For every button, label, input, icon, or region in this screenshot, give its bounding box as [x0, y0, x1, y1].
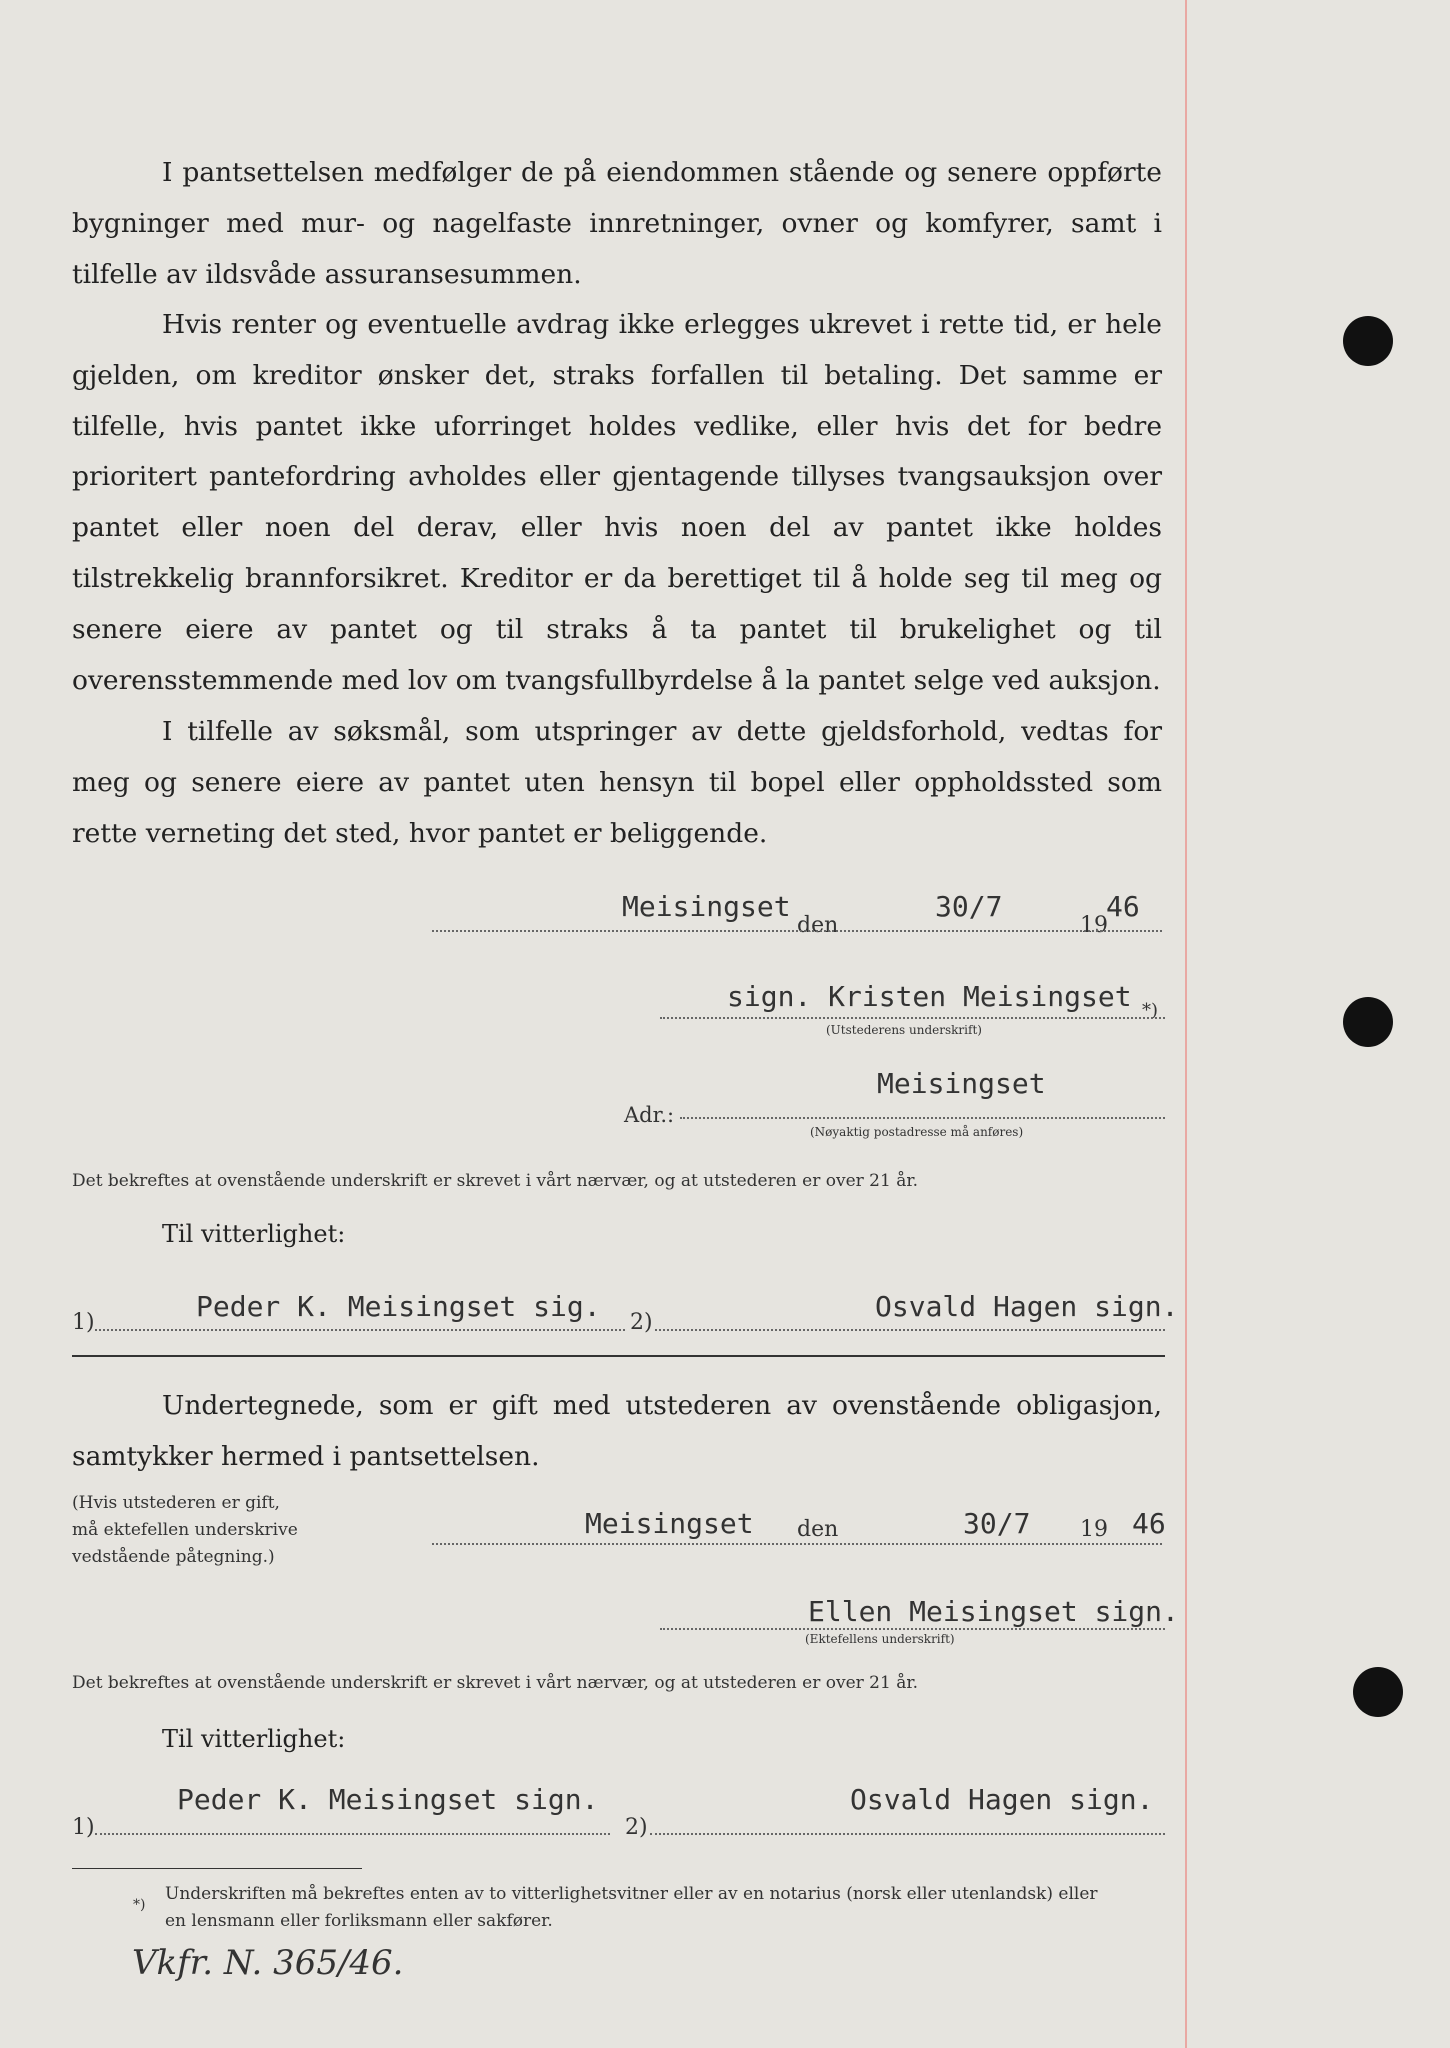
spouse-signature-caption: (Ektefellens underskrift) [805, 1632, 955, 1646]
paragraph-default: Hvis renter og eventuelle avdrag ikke erlegges ukrevet i rette tid, er hele gjelden, om kreditor ønsker det, straks forfallen til betaling. Det samme er tilfelle, hvis pantet ikke uforringet holdes vedlike, eller hvis det for bedre prioritert pantefordring avholdes eller gjentagende tillyses tvangsauksjon over pantet eller noen del derav, eller hvis noen del av pantet ikke holdes tilstrekkelig brannforsikret. Kreditor er da berettiget til å holde seg til meg og senere eiere av pantet og til straks å ta pantet til brukelighet og til overensstemmende med lov om tvangsfullbyrdelse å la pantet selge ved auksjon. [72, 309, 1162, 696]
witness2-line-2 [650, 1833, 1165, 1835]
spouse-signature-line [660, 1628, 1165, 1630]
witness1-name-1: Peder K. Meisingset sig. [196, 1290, 601, 1323]
spouse-signature: Ellen Meisingset sign. [808, 1595, 1179, 1628]
footnote-mark: *) [133, 1897, 146, 1913]
issuer-den-label: den [797, 913, 839, 938]
punch-hole-bottom [1353, 1667, 1403, 1717]
paragraph-venue: I tilfelle av søksmål, som utspringer av dette gjeldsforhold, vedtas for meg og senere eiere av pantet uten hensyn til bopel eller oppholdssted som rette verneting det sted, hvor pantet er beliggende. [72, 716, 1162, 849]
witness1-name-2: Osvald Hagen sign. [875, 1290, 1179, 1323]
section-divider [72, 1355, 1165, 1357]
confirm-text-2: Det bekreftes at ovenstående underskrift er skrevet i vårt nærvær, og at utstederen er over 21 år. [72, 1673, 918, 1693]
spouse-date: 30/7 [963, 1507, 1031, 1540]
spouse-year-suffix: 46 [1132, 1507, 1166, 1540]
witness-label-2: Til vitterlighet: [162, 1725, 346, 1753]
issuer-date: 30/7 [935, 890, 1003, 923]
issuer-year-suffix: 46 [1106, 890, 1140, 923]
footnote-text-line-2: en lensmann eller forliksmann eller sakfører. [165, 1911, 553, 1931]
issuer-footnote-mark: *) [1142, 1000, 1159, 1021]
witness2-name-2: Osvald Hagen sign. [850, 1783, 1154, 1816]
margin-line [1185, 0, 1187, 2048]
handwritten-note: Vkfr. N. 365/46. [132, 1943, 404, 1983]
confirm-text-1: Det bekreftes at ovenstående underskrift er skrevet i vårt nærvær, og at utstederen er over 21 år. [72, 1171, 918, 1191]
paragraph-pledge: I pantsettelsen medfølger de på eiendommen stående og senere oppførte bygninger med mur- og nagelfaste innretninger, ovner og komfyrer, samt i tilfelle av ildsvåde assuransesummen. [72, 157, 1162, 290]
issuer-date-line [432, 930, 1162, 932]
spouse-place: Meisingset [585, 1507, 754, 1540]
witness1-line-2 [655, 1329, 1165, 1331]
witness-label-1: Til vitterlighet: [162, 1220, 346, 1248]
spouse-note-line-3: vedstående påtegning.) [72, 1547, 275, 1567]
address-label: Adr.: [624, 1103, 675, 1127]
issuer-place: Meisingset [622, 890, 791, 923]
issuer-signature: sign. Kristen Meisingset [727, 980, 1132, 1013]
address-line [680, 1117, 1165, 1119]
spouse-note-line-1: (Hvis utstederen er gift, [72, 1493, 280, 1513]
spouse-year-prefix: 19 [1080, 1517, 1108, 1542]
witness1-number-2: 2) [630, 1310, 653, 1335]
issuer-address: Meisingset [877, 1067, 1046, 1100]
punch-hole-top [1343, 316, 1393, 366]
footnote-text-line-1: Underskriften må bekreftes enten av to vitterlighetsvitner eller av en notarius (norsk eller utenlandsk) eller [165, 1884, 1098, 1904]
witness1-line-1 [95, 1329, 625, 1331]
issuer-signature-caption: (Utstederens underskrift) [826, 1023, 982, 1037]
witness2-name-1: Peder K. Meisingset sign. [177, 1783, 599, 1816]
spouse-date-line [432, 1543, 1162, 1545]
spouse-den-label: den [797, 1517, 839, 1542]
address-caption: (Nøyaktig postadresse må anføres) [810, 1125, 1024, 1139]
punch-hole-middle [1343, 997, 1393, 1047]
witness2-line-1 [95, 1833, 610, 1835]
spouse-note-line-2: må ektefellen underskrive [72, 1520, 298, 1540]
witness2-number-1: 1) [72, 1815, 95, 1840]
witness1-number-1: 1) [72, 1310, 95, 1335]
footnote-rule [72, 1868, 362, 1869]
issuer-year-prefix: 19 [1080, 913, 1108, 938]
issuer-signature-line [660, 1017, 1165, 1019]
spouse-consent-text: Undertegnede, som er gift med utstederen av ovenstående obligasjon, samtykker hermed i pantsettelsen. [72, 1390, 1162, 1472]
witness2-number-2: 2) [625, 1815, 648, 1840]
